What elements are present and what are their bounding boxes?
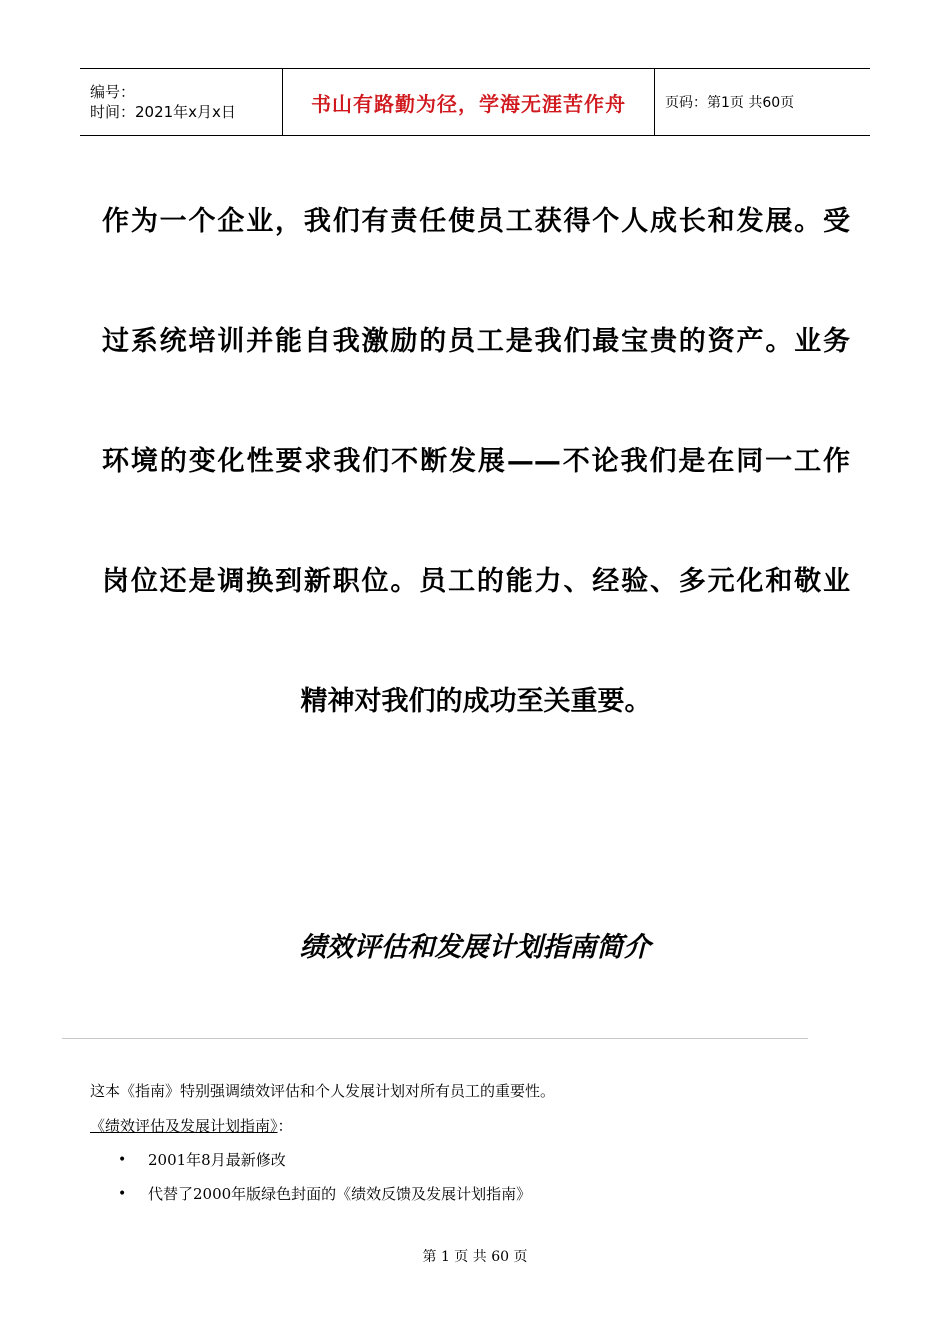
document-number: 编号：	[90, 83, 136, 101]
paragraph-line: 岗位还是调换到新职位。员工的能力、经验、多元化和敬业	[102, 566, 850, 597]
divider	[62, 1038, 808, 1039]
header-motto: 书山有路勤为径，学海无涯苦作舟	[311, 91, 626, 116]
header-page-cell	[655, 69, 870, 135]
list-item-text: 2001年8月最新修改	[148, 1151, 286, 1169]
page-footer: 第 1 页 共 60 页	[422, 1249, 528, 1265]
header-motto-cell	[282, 69, 655, 135]
guide-title: 《绩效评估及发展计划指南》	[90, 1117, 278, 1135]
bullet-icon: •	[118, 1186, 127, 1202]
paragraph-line: 精神对我们的成功至关重要。	[300, 686, 652, 717]
paragraph-line: 环境的变化性要求我们不断发展——不论我们是在同一工作	[102, 446, 850, 477]
list-item	[118, 1183, 531, 1217]
guide-colon: ：	[277, 1117, 293, 1135]
document-date: 时间：2021年x月x日	[90, 103, 236, 121]
list-item-text: 代替了2000年版绿色封面的《绩效反馈及发展计划指南》	[148, 1185, 532, 1203]
guide-title-line	[90, 1115, 293, 1136]
bullet-icon: •	[118, 1152, 127, 1168]
intro-text: 这本《指南》特别强调绩效评估和个人发展计划对所有员工的重要性。	[90, 1082, 556, 1100]
section-title: 绩效评估和发展计划指南简介	[299, 932, 651, 963]
header-meta-cell	[80, 69, 282, 135]
header-page-info: 页码：第1页 共60页	[665, 95, 795, 111]
paragraph-line: 作为一个企业，我们有责任使员工获得个人成长和发展。受	[102, 206, 850, 237]
paragraph-line: 过系统培训并能自我激励的员工是我们最宝贵的资产。业务	[102, 326, 850, 357]
header-table	[80, 68, 870, 136]
list-item	[118, 1149, 531, 1183]
bullet-list	[118, 1149, 531, 1217]
mission-paragraph	[102, 196, 850, 796]
